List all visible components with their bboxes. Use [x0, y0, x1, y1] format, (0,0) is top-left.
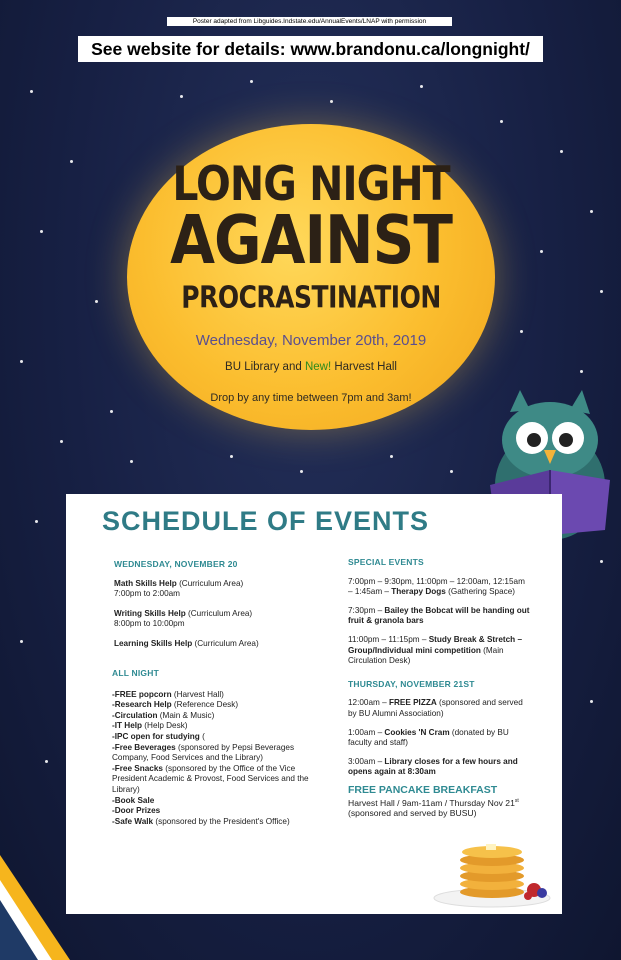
wednesday-heading: WEDNESDAY, NOVEMBER 20	[114, 559, 238, 569]
list-item: 11:00pm – 11:15pm – Study Break & Stretch – Group/Individual mini competition (Main Circulation Desk)	[348, 634, 522, 666]
list-item: Learning Skills Help (Curriculum Area)	[114, 638, 259, 648]
list-item: 1:00am – Cookies 'N Cram (donated by BU faculty and staff)	[348, 727, 509, 748]
title-line-1: LONG NIGHT	[172, 156, 450, 212]
location-new: New!	[304, 361, 332, 373]
list-item: -FREE popcorn (Harvest Hall)	[112, 689, 224, 699]
pancake-heading: FREE PANCAKE BREAKFAST	[348, 783, 498, 796]
title-line-3: PROCRASTINATION	[181, 280, 441, 315]
all-night-heading: ALL NIGHT	[112, 668, 159, 678]
special-events-heading: SPECIAL EVENTS	[348, 557, 424, 567]
list-item: -Door Prizes	[112, 806, 161, 816]
list-item: 7:00pm – 9:30pm, 11:00pm – 12:00am, 12:15am – 1:45am – Therapy Dogs (Gathering Space)	[348, 576, 525, 597]
list-item: -Research Help (Reference Desk)	[112, 700, 239, 710]
list-item: -Circulation (Main & Music)	[112, 710, 215, 720]
location-suffix: Harvest Hall	[331, 361, 397, 373]
event-location	[127, 361, 495, 373]
list-item: -IPC open for studying (	[112, 731, 205, 741]
title-line-2: AGAINST	[170, 200, 452, 280]
list-item: Math Skills Help (Curriculum Area) 7:00pm to 2:00am	[114, 578, 244, 599]
list-item: Writing Skills Help (Curriculum Area) 8:00pm to 10:00pm	[114, 608, 253, 629]
list-item: -Free Beverages (sponsored by Pepsi Beverages Company, Food Services and the Library)	[112, 742, 295, 763]
credit-note: Poster adapted from Libguides.Indstate.edu/AnnualEvents/LNAP with permission	[167, 17, 452, 26]
pancake-details: Harvest Hall / 9am-11am / Thursday Nov 21st (sponsored and served by BUSU)	[348, 797, 519, 818]
list-item: -Free Snacks (sponsored by the Office of the Vice President Academic & Provost, Food Services and the Library)	[112, 763, 309, 794]
location-prefix: BU Library and	[225, 361, 305, 373]
event-date: Wednesday, November 20th, 2019	[195, 332, 427, 349]
list-item: 7:30pm – Bailey the Bobcat will be handing out fruit & granola bars	[348, 605, 530, 626]
list-item: -IT Help (Help Desk)	[112, 721, 188, 731]
thursday-heading: THURSDAY, NOVEMBER 21ST	[348, 678, 475, 689]
website-banner[interactable]: See website for details: www.brandonu.ca/longnight/	[78, 36, 543, 62]
list-item: -Safe Walk (sponsored by the President's Office)	[112, 816, 290, 826]
pancake-icon	[430, 830, 560, 910]
list-item: 12:00am – FREE PIZZA (sponsored and served by BU Alumni Association)	[348, 698, 523, 718]
brand-triangle-icon	[0, 845, 70, 960]
list-item: -Book Sale	[112, 795, 155, 805]
all-night-column	[112, 668, 330, 827]
schedule-heading: SCHEDULE OF EVENTS	[102, 506, 430, 536]
left-column	[114, 559, 334, 650]
right-column	[348, 557, 530, 818]
drop-by-note: Drop by any time between 7pm and 3am!	[210, 392, 412, 404]
list-item: 3:00am – Library closes for a few hours and opens again at 8:30am	[348, 756, 518, 777]
